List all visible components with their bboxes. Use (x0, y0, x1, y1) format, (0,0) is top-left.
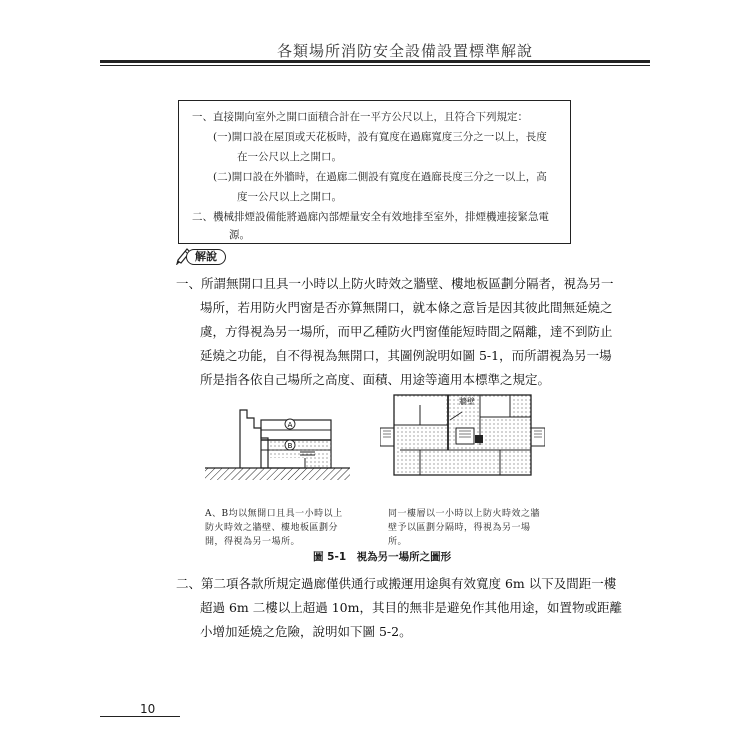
regulation-subitem-1-cont: 在一公尺以上之開口。 (237, 151, 342, 163)
paragraph-line: 所是指各依自己場所之高度、面積、用途等適用本標準之規定。 (200, 372, 551, 387)
figure-title: 圖 5-1 視為另一場所之圖形 (313, 551, 452, 563)
header-rule (100, 60, 650, 63)
book-title-header: 各類場所消防安全設備設置標準解說 (276, 42, 533, 60)
regulation-subitem-1: (一)開口設在屋頂或天花板時，設有寬度在過廊寬度三分之一以上，長度 (213, 131, 547, 143)
regulation-item-2: 二、機械排煙設備能將過廊內部煙量安全有效地排至室外，排煙機連接緊急電 (192, 211, 549, 223)
paragraph-line: 延燒之功能，自不得視為無開口，其圖例說明如圖 5-1，而所謂視為另一場 (200, 348, 612, 363)
caption-line: 防火時效之牆壁、樓地板區劃分 (205, 523, 339, 533)
caption-line: A、B均以無開口且具一小時以上 (205, 509, 343, 519)
caption-line: 所。 (388, 537, 408, 547)
paragraph-line: 一、所謂無開口且具一小時以上防火時效之牆壁、樓地板區劃分隔者，視為另一 (176, 276, 614, 291)
floor-plan-diagram (380, 390, 545, 480)
caption-line: 同一樓層以一小時以上防火時效之牆 (388, 509, 541, 519)
explanation-badge (176, 247, 228, 267)
explanation-badge-label: 解說 (186, 249, 226, 265)
section-diagram (205, 400, 355, 500)
paragraph-line: 超過 6m 二樓以上超過 10m，其目的無非是避免作其他用途，如置物或距離 (200, 600, 622, 615)
regulation-item-1: 一、直接開向室外之開口面積合計在一平方公尺以上，且符合下列規定： (192, 111, 528, 123)
paragraph-line: 場所，若用防火門窗是否亦算無開口，就本條之意旨是因其彼此間無延燒之 (200, 300, 613, 315)
paragraph-line: 小增加延燒之危險，說明如下圖 5-2。 (200, 624, 412, 639)
footer-rule (100, 716, 180, 717)
caption-line: 開，得視為另一場所。 (205, 537, 301, 547)
page-number: 10 (140, 702, 156, 716)
header-rule-thin (100, 65, 650, 66)
zone-a-label: A (287, 421, 293, 429)
regulation-box (178, 100, 571, 244)
paragraph-line: 虞，方得視為另一場所，而甲乙種防火門窗僅能短時間之隔離，達不到防止 (200, 324, 613, 339)
wall-label: 牆壁 (459, 397, 475, 406)
regulation-subitem-2: (二)開口設在外牆時，在過廊二側設有寬度在過廊長度三分之一以上，高 (213, 171, 547, 183)
regulation-item-2-cont: 源。 (229, 229, 250, 241)
caption-line: 壁予以區劃分隔時，得視為另一場 (388, 523, 531, 533)
regulation-subitem-2-cont: 度一公尺以上之開口。 (237, 191, 342, 203)
paragraph-line: 二、第二項各款所規定過廊僅供通行或搬運用途與有效寬度 6m 以下及間距一樓 (176, 576, 617, 591)
zone-b-label: B (287, 442, 293, 450)
